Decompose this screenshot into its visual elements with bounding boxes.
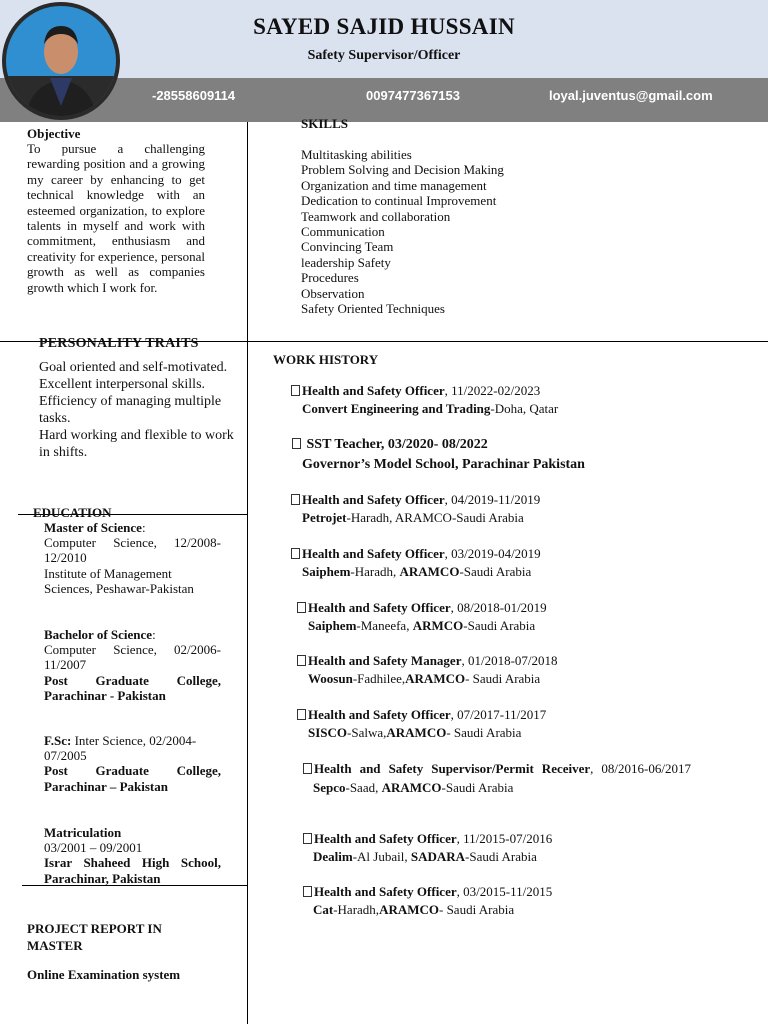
company-name: Convert Engineering and Trading — [302, 400, 491, 416]
degree-detail: Inter Science, 02/2004-07/2005 — [44, 733, 197, 764]
job-entry — [291, 545, 541, 580]
list-item: Safety Oriented Techniques — [301, 301, 445, 317]
company-country: -Saudi Arabia — [441, 779, 514, 795]
column-divider — [247, 122, 248, 1024]
phone-secondary[interactable]: 0097477367153 — [366, 88, 460, 103]
job-entry — [291, 382, 558, 417]
job-title: Health and Safety Officer — [308, 600, 451, 615]
job-title: Health and Safety Officer — [314, 884, 457, 899]
list-item: Multitasking abilities — [301, 147, 412, 162]
job-entry — [292, 435, 585, 475]
list-item: Observation — [301, 285, 365, 301]
company-country: -Saudi Arabia — [459, 563, 532, 579]
job-title: Health and Safety Officer — [302, 492, 445, 507]
company-country: - Saudi Arabia — [465, 670, 541, 686]
checkbox-icon — [292, 438, 301, 449]
education-heading: EDUCATION — [33, 505, 112, 520]
degree-detail: 03/2001 – 09/2001 — [44, 840, 143, 856]
job-title: Health and Safety Officer — [302, 383, 445, 398]
work-heading: WORK HISTORY — [273, 352, 379, 367]
list-item: Hard working and flexible to work in shifts. — [39, 428, 234, 460]
degree-name: Matriculation — [44, 825, 122, 840]
checkbox-icon — [303, 833, 312, 844]
list-item: Dedication to continual Improvement — [301, 193, 497, 209]
traits-list — [39, 359, 239, 461]
company-country: - Saudi Arabia — [446, 724, 522, 740]
list-item: Problem Solving and Decision Making — [301, 162, 504, 178]
project-title: Online Examination system — [27, 967, 181, 982]
list-item: Goal oriented and self-motivated. — [39, 360, 228, 375]
checkbox-icon — [303, 886, 312, 897]
company-location: -Haradh, ARAMCO-Saudi Arabia — [346, 509, 524, 525]
client-name: ARAMCO — [386, 724, 447, 740]
list-item: Efficiency of managing multiple tasks. — [39, 394, 222, 426]
company-country: -Saudi Arabia — [465, 848, 537, 864]
list-item: Communication — [301, 224, 385, 240]
job-entry — [291, 491, 540, 526]
skills-heading: SKILLS — [301, 116, 348, 131]
job-dates: , 03/2019-04/2019 — [444, 546, 541, 561]
job-dates: , 11/2022-02/2023 — [444, 383, 541, 398]
degree-detail: Computer Science, 02/2006-11/2007 — [44, 642, 221, 673]
job-dates: , 08/2016-06/2017 — [590, 761, 691, 776]
client-name: SADARA — [410, 848, 466, 864]
email-link[interactable]: loyal.juventus@gmail.com — [549, 88, 713, 103]
job-dates: , 04/2019-11/2019 — [444, 492, 541, 507]
list-item: Excellent interpersonal skills. — [39, 377, 206, 392]
company-name: Saiphem — [308, 617, 357, 633]
school-name: Post Graduate College, Parachinar – Pakistan — [44, 763, 221, 794]
checkbox-icon — [303, 763, 312, 774]
job-title: Health and Safety Officer — [314, 831, 457, 846]
company-location: -Haradh, — [333, 901, 380, 917]
checkbox-icon — [291, 548, 300, 559]
client-name: ARAMCO — [381, 779, 442, 795]
company-name: Woosun — [308, 670, 353, 686]
job-dates: , 07/2017-11/2017 — [450, 707, 547, 722]
checkbox-icon — [291, 385, 300, 396]
job-title: Health and Safety Supervisor/Permit Receiver — [314, 761, 591, 776]
company-country: - Saudi Arabia — [439, 901, 515, 917]
separator: : — [152, 627, 156, 642]
job-dates: , 08/2018-01/2019 — [450, 600, 547, 615]
checkbox-icon — [297, 655, 306, 666]
checkbox-icon — [291, 494, 300, 505]
job-entry — [297, 652, 558, 687]
company-name: Governor’s Model School, Parachinar Pakistan — [302, 457, 585, 472]
list-item: leadership Safety — [301, 254, 391, 270]
education-entry — [44, 520, 221, 596]
job-dates: , 01/2018-07/2018 — [461, 653, 558, 668]
company-name: SISCO — [308, 724, 348, 740]
job-dates: , 03/2015-11/2015 — [456, 884, 553, 899]
company-name: Saiphem — [302, 563, 351, 579]
job-title: Health and Safety Officer — [308, 707, 451, 722]
education-entry — [44, 733, 221, 794]
degree-name: Master of Science — [44, 520, 142, 535]
checkbox-icon — [297, 709, 306, 720]
objective-text: To pursue a challenging rewarding position and a growing my career by enhancing to get technical knowledge with an esteemed organization, to explore talents in myself and work with commitment, enthusiasm and creativity for experience, personal growth as well as companies growth which I work for. — [27, 141, 205, 295]
education-entry — [44, 825, 221, 886]
company-location: -Doha, Qatar — [490, 400, 559, 416]
list-item: Teamwork and collaboration — [301, 208, 451, 224]
candidate-role: Safety Supervisor/Officer — [307, 48, 461, 63]
client-name: ARAMCO — [399, 563, 460, 579]
checkbox-icon — [297, 602, 306, 613]
degree-name: F.Sc: — [44, 733, 72, 748]
list-item: Organization and time management — [301, 177, 487, 193]
phone-primary[interactable]: -28558609114 — [152, 88, 236, 103]
company-location: -Fadhilee, — [352, 670, 406, 686]
school-name: Institute of Management Sciences, Peshawar-Pakistan — [44, 565, 194, 596]
degree-name: Bachelor of Science — [44, 627, 153, 642]
job-entry — [297, 599, 547, 634]
company-location: -Al Jubail, — [352, 848, 411, 864]
list-item: Procedures — [301, 270, 359, 286]
company-location: -Saad, — [345, 779, 382, 795]
company-name: Sepco — [313, 779, 346, 795]
job-entry — [303, 830, 552, 865]
avatar — [2, 2, 120, 120]
job-title: SST Teacher, 03/2020- 08/2022 — [306, 437, 488, 452]
company-name: Petrojet — [302, 509, 347, 525]
company-location: -Haradh, — [350, 563, 400, 579]
job-title: Health and Safety Officer — [302, 546, 445, 561]
traits-heading: PERSONALITY TRAITS — [39, 336, 199, 351]
job-title: Health and Safety Manager — [308, 653, 462, 668]
divider-line — [247, 341, 768, 342]
school-name: Post Graduate College, Parachinar - Pakistan — [44, 672, 221, 703]
company-name: Cat — [313, 901, 334, 917]
job-entry — [303, 760, 691, 796]
objective-heading: Objective — [27, 126, 81, 141]
client-name: ARAMCO — [379, 901, 439, 917]
job-entry — [297, 706, 546, 741]
job-entry — [303, 883, 552, 918]
candidate-name: SAYED SAJID HUSSAIN — [253, 14, 515, 39]
separator: : — [141, 520, 146, 535]
company-country: -Saudi Arabia — [463, 617, 536, 633]
skills-list — [301, 147, 504, 316]
client-name: ARAMCO — [405, 670, 466, 686]
project-heading: PROJECT REPORT IN MASTER — [27, 921, 162, 953]
company-name: Dealim — [313, 848, 353, 864]
job-dates: , 11/2015-07/2016 — [456, 831, 553, 846]
school-name: Israr Shaheed High School, Parachinar, Pakistan — [44, 855, 221, 886]
list-item: Convincing Team — [301, 239, 394, 255]
education-entry — [44, 627, 221, 703]
company-location: -Salwa, — [347, 724, 387, 740]
company-location: -Maneefa, — [356, 617, 413, 633]
degree-detail: Computer Science, 12/2008-12/2010 — [44, 535, 221, 566]
client-name: ARMCO — [412, 617, 464, 633]
